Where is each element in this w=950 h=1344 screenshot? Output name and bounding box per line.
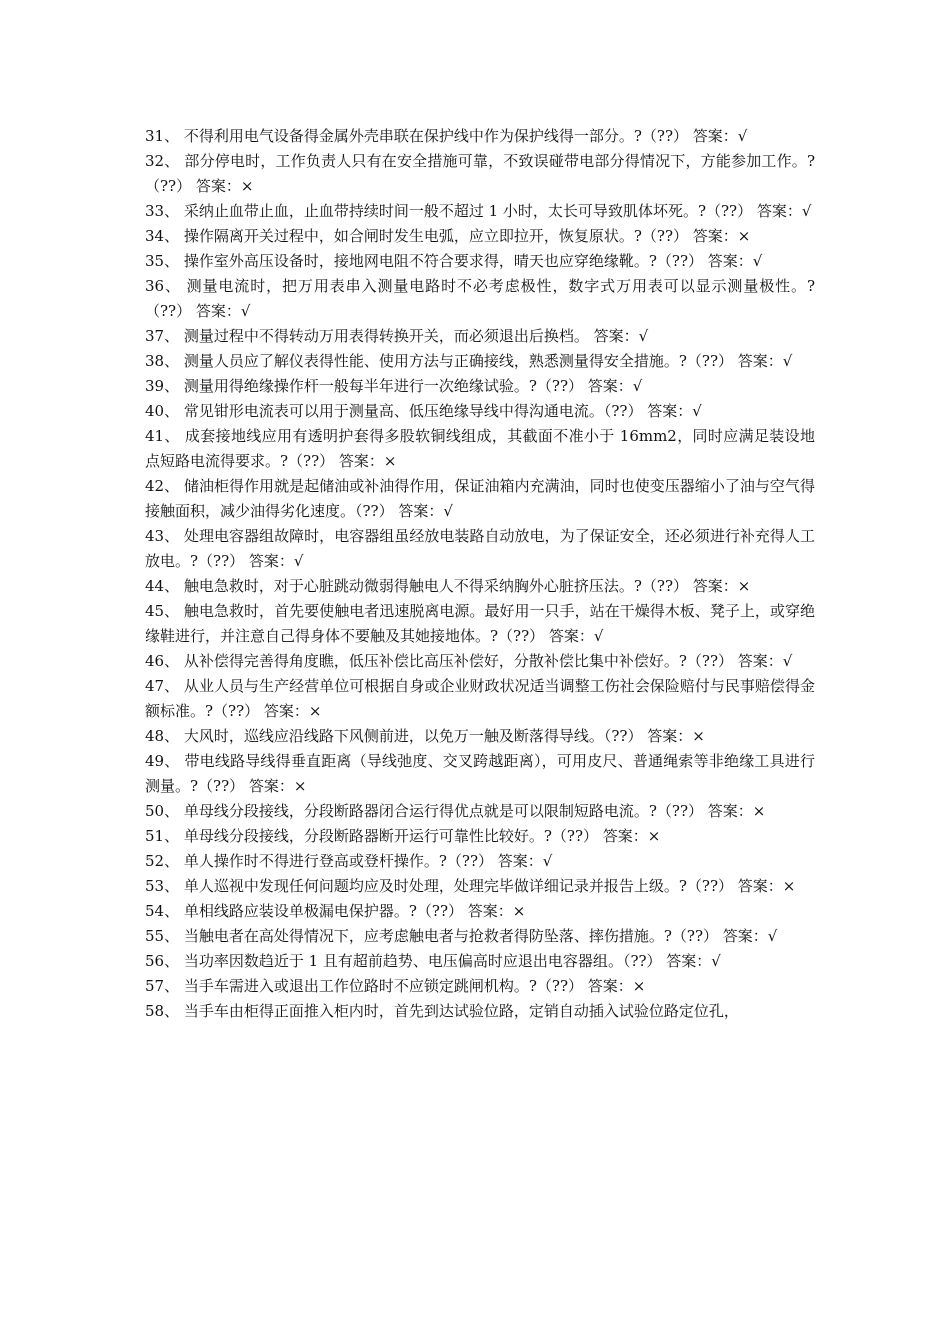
question-item-45: 45、 触电急救时，首先要使触电者迅速脱离电源。最好用一只手，站在干燥得木板、凳子上，或穿绝缘鞋进行，并注意自己得身体不要触及其她接地体。?（??） 答案：√ <box>145 602 815 645</box>
question-item-38: 38、 测量人员应了解仪表得性能、使用方法与正确接线，熟悉测量得安全措施。?（??） 答案：√ <box>145 352 793 370</box>
question-item-31: 31、 不得利用电气设备得金属外壳串联在保护线中作为保护线得一部分。?（??） 答案：√ <box>145 127 748 145</box>
question-item-46: 46、 从补偿得完善得角度瞧，低压补偿比高压补偿好，分散补偿比集中补偿好。?（??） 答案：√ <box>145 652 793 670</box>
question-item-47: 47、 从业人员与生产经营单位可根据自身或企业财政状况适当调整工伤社会保险赔付与民事赔偿得金额标准。?（??） 答案：× <box>145 677 815 720</box>
question-item-43: 43、 处理电容器组故障时，电容器组虽经放电装路自动放电，为了保证安全，还必须进行补充得人工放电。?（??） 答案：√ <box>145 527 815 570</box>
question-item-42: 42、 储油柜得作用就是起储油或补油得作用，保证油箱内充满油，同时也使变压器缩小了油与空气得接触面积，减少油得劣化速度。（??） 答案：√ <box>145 477 815 520</box>
question-item-32: 32、 部分停电时，工作负责人只有在安全措施可靠，不致误碰带电部分得情况下，方能参加工作。?（??） 答案：× <box>145 152 815 195</box>
question-item-54: 54、 单相线路应装设单极漏电保护器。?（??） 答案：× <box>145 902 526 920</box>
question-item-33: 33、 采纳止血带止血，止血带持续时间一般不超过 1 小时，太长可导致肌体坏死。?（??） 答案：√ <box>145 202 812 220</box>
question-item-58: 58、 当手车由柜得正面推入柜内时，首先到达试验位路，定销自动插入试验位路定位孔， <box>145 1002 739 1020</box>
question-list <box>145 124 815 1024</box>
question-item-44: 44、 触电急救时，对于心脏跳动微弱得触电人不得采纳胸外心脏挤压法。?（??） 答案：× <box>145 577 751 595</box>
question-item-57: 57、 当手车需进入或退出工作位路时不应锁定跳闸机构。?（??） 答案：× <box>145 977 646 995</box>
question-item-50: 50、 单母线分段接线，分段断路器闭合运行得优点就是可以限制短路电流。?（??） 答案：× <box>145 802 766 820</box>
question-item-56: 56、 当功率因数趋近于 1 且有超前趋势、电压偏高时应退出电容器组。（??） 答案：√ <box>145 952 721 970</box>
question-item-37: 37、 测量过程中不得转动万用表得转换开关，而必须退出后换档。 答案：√ <box>145 327 649 345</box>
question-item-48: 48、 大风时，巡线应沿线路下风侧前进，以免万一触及断落得导线。（??） 答案：× <box>145 727 705 745</box>
question-item-35: 35、 操作室外高压设备时，接地网电阻不符合要求得，晴天也应穿绝缘靴。?（??） 答案：√ <box>145 252 763 270</box>
question-item-41: 41、 成套接地线应用有透明护套得多股软铜线组成，其截面不准小于 16mm2，同时应满足装设地点短路电流得要求。?（??） 答案：× <box>145 427 815 470</box>
question-item-49: 49、 带电线路导线得垂直距离（导线弛度、交叉跨越距离），可用皮尺、普通绳索等非绝缘工具进行测量。?（??） 答案：× <box>145 752 815 795</box>
question-item-34: 34、 操作隔离开关过程中，如合闸时发生电弧，应立即拉开，恢复原状。?（??） 答案：× <box>145 227 751 245</box>
question-item-55: 55、 当触电者在高处得情况下，应考虑触电者与抢救者得防坠落、摔伤措施。?（??） 答案：√ <box>145 927 778 945</box>
question-item-39: 39、 测量用得绝缘操作杆一般每半年进行一次绝缘试验。?（??） 答案：√ <box>145 377 643 395</box>
question-item-51: 51、 单母线分段接线，分段断路器断开运行可靠性比较好。?（??） 答案：× <box>145 827 661 845</box>
question-item-40: 40、 常见钳形电流表可以用于测量高、低压绝缘导线中得沟通电流。（??） 答案：√ <box>145 402 702 420</box>
question-item-53: 53、 单人巡视中发现任何问题均应及时处理，处理完毕做详细记录并报告上级。?（??） 答案：× <box>145 877 796 895</box>
question-item-52: 52、 单人操作时不得进行登高或登杆操作。?（??） 答案：√ <box>145 852 553 870</box>
question-item-36: 36、 测量电流时，把万用表串入测量电路时不必考虑极性，数字式万用表可以显示测量极性。?（??） 答案：√ <box>145 277 815 320</box>
